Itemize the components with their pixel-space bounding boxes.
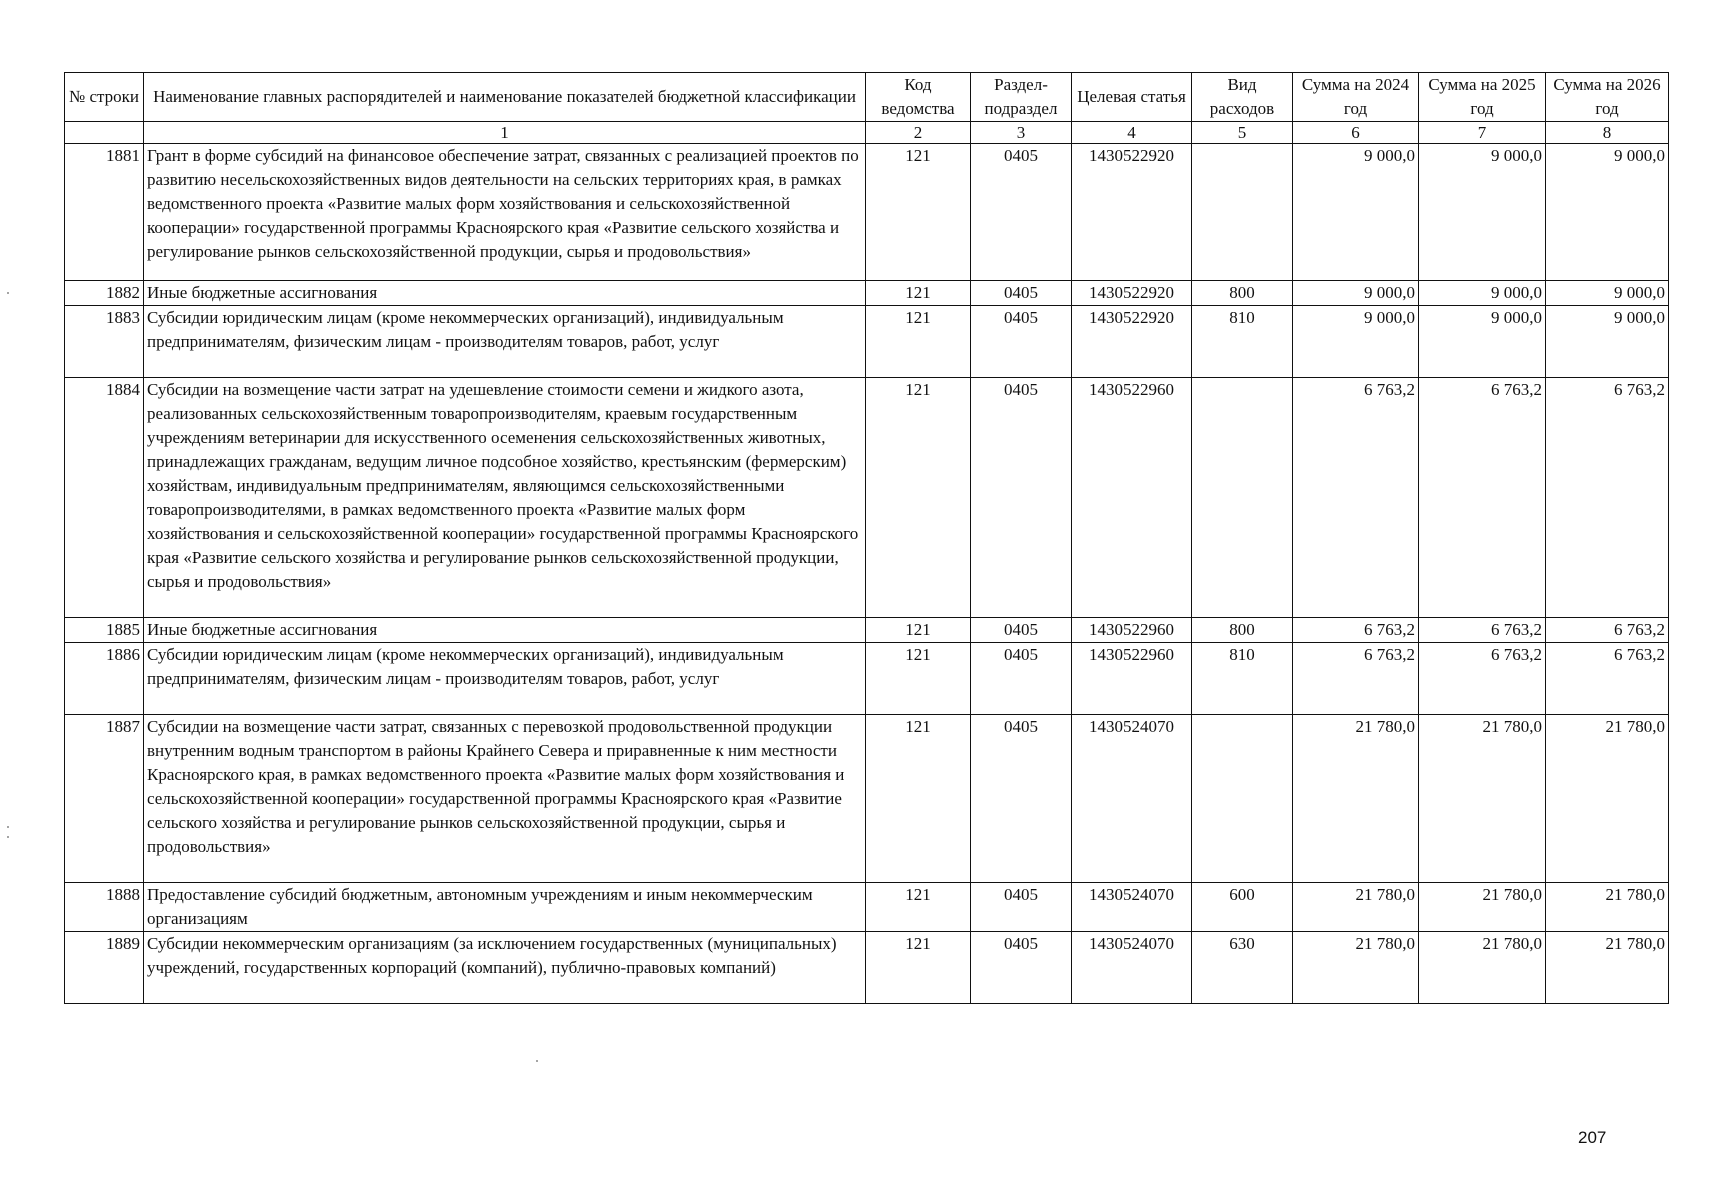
sum-2026: 9 000,0: [1546, 306, 1669, 378]
expense-type: 810: [1192, 643, 1293, 715]
column-number: 1: [144, 122, 866, 144]
sum-2024: 9 000,0: [1293, 281, 1419, 306]
table-row: [65, 378, 1669, 618]
section-code: 0405: [971, 618, 1072, 643]
target-code: 1430522920: [1072, 306, 1192, 378]
table-row: [65, 643, 1669, 715]
dept-code: 121: [866, 932, 971, 1004]
target-code: 1430522960: [1072, 618, 1192, 643]
row-name: Субсидии юридическим лицам (кроме некоммерческих организаций), индивидуальным предпринимателям, физическим лицам - производителям товаров, работ, услуг: [144, 306, 866, 378]
header-row: [65, 73, 1669, 122]
table-row: [65, 306, 1669, 378]
row-name: Субсидии юридическим лицам (кроме некоммерческих организаций), индивидуальным предпринимателям, физическим лицам - производителям товаров, работ, услуг: [144, 643, 866, 715]
sum-2026: 6 763,2: [1546, 643, 1669, 715]
dept-code: 121: [866, 883, 971, 932]
sum-2026: 9 000,0: [1546, 281, 1669, 306]
sum-2026: 21 780,0: [1546, 932, 1669, 1004]
scan-speck: [7, 826, 9, 828]
dept-code: 121: [866, 281, 971, 306]
column-number: 6: [1293, 122, 1419, 144]
row-name: Субсидии на возмещение части затрат на удешевление стоимости семени и жидкого азота, реализованных сельскохозяйственным товаропроизводителям, краевым государственным учреждениям ветеринарии для искусственного осеменения сельскохозяйственных животных, принадлежащих гражданам, ведущим личное подсобное хозяйство, крестьянским (фермерским) хозяйствам, индивидуальным предпринимателям, являющимся сельскохозяйственными товаропроизводителями, в рамках ведомственного проекта «Развитие малых форм хозяйствования и сельскохозяйственной кооперации» государственной программы Красноярского края «Развитие сельского хозяйства и регулирование рынков сельскохозяйственной продукции, сырья и продовольствия»: [144, 378, 866, 618]
section-code: 0405: [971, 932, 1072, 1004]
sum-2026: 21 780,0: [1546, 883, 1669, 932]
row-number: 1888: [65, 883, 144, 932]
expense-type: 630: [1192, 932, 1293, 1004]
sum-2025: 6 763,2: [1419, 378, 1546, 618]
target-code: 1430522960: [1072, 378, 1192, 618]
dept-code: 121: [866, 144, 971, 281]
row-number: 1885: [65, 618, 144, 643]
column-number: 7: [1419, 122, 1546, 144]
scan-speck: [7, 836, 9, 838]
row-name: Иные бюджетные ассигнования: [144, 618, 866, 643]
sum-2024: 9 000,0: [1293, 306, 1419, 378]
expense-type: [1192, 378, 1293, 618]
table-row: [65, 883, 1669, 932]
dept-code: 121: [866, 378, 971, 618]
column-number: 2: [866, 122, 971, 144]
table-header: [65, 73, 1669, 144]
header-name: Наименование главных распорядителей и наименование показателей бюджетной классификации: [144, 73, 866, 122]
header-sum-2026: Сумма на 2026 год: [1546, 73, 1669, 122]
sum-2026: 21 780,0: [1546, 715, 1669, 883]
expense-type: 810: [1192, 306, 1293, 378]
column-number-row: [65, 122, 1669, 144]
header-section: Раздел-подраздел: [971, 73, 1072, 122]
column-number: [65, 122, 144, 144]
scan-speck: [536, 1060, 538, 1062]
row-number: 1886: [65, 643, 144, 715]
row-name: Грант в форме субсидий на финансовое обеспечение затрат, связанных с реализацией проектов по развитию несельскохозяйственных видов деятельности на сельских территориях края, в рамках ведомственного проекта «Развитие малых форм хозяйствования и сельскохозяйственной кооперации» государственной программы Красноярского края «Развитие сельского хозяйства и регулирование рынков сельскохозяйственной продукции, сырья и продовольствия»: [144, 144, 866, 281]
column-number: 3: [971, 122, 1072, 144]
sum-2024: 6 763,2: [1293, 378, 1419, 618]
table-body: [65, 144, 1669, 1004]
budget-table: [64, 72, 1669, 1004]
section-code: 0405: [971, 144, 1072, 281]
sum-2025: 6 763,2: [1419, 643, 1546, 715]
column-number: 4: [1072, 122, 1192, 144]
sum-2026: 9 000,0: [1546, 144, 1669, 281]
expense-type: 800: [1192, 281, 1293, 306]
target-code: 1430524070: [1072, 715, 1192, 883]
section-code: 0405: [971, 883, 1072, 932]
sum-2024: 21 780,0: [1293, 715, 1419, 883]
sum-2025: 9 000,0: [1419, 144, 1546, 281]
expense-type: 600: [1192, 883, 1293, 932]
column-number: 8: [1546, 122, 1669, 144]
target-code: 1430524070: [1072, 932, 1192, 1004]
expense-type: [1192, 144, 1293, 281]
sum-2025: 21 780,0: [1419, 715, 1546, 883]
target-code: 1430522920: [1072, 144, 1192, 281]
dept-code: 121: [866, 715, 971, 883]
row-number: 1881: [65, 144, 144, 281]
header-dept-code: Код ведомства: [866, 73, 971, 122]
section-code: 0405: [971, 281, 1072, 306]
header-row-no: № строки: [65, 73, 144, 122]
table-row: [65, 281, 1669, 306]
sum-2026: 6 763,2: [1546, 618, 1669, 643]
target-code: 1430522920: [1072, 281, 1192, 306]
row-name: Иные бюджетные ассигнования: [144, 281, 866, 306]
row-number: 1882: [65, 281, 144, 306]
table-row: [65, 715, 1669, 883]
row-number: 1883: [65, 306, 144, 378]
section-code: 0405: [971, 378, 1072, 618]
header-sum-2025: Сумма на 2025 год: [1419, 73, 1546, 122]
scan-speck: [7, 292, 9, 294]
expense-type: 800: [1192, 618, 1293, 643]
column-number: 5: [1192, 122, 1293, 144]
dept-code: 121: [866, 643, 971, 715]
sum-2026: 6 763,2: [1546, 378, 1669, 618]
sum-2025: 6 763,2: [1419, 618, 1546, 643]
table-row: [65, 932, 1669, 1004]
sum-2024: 6 763,2: [1293, 643, 1419, 715]
row-number: 1887: [65, 715, 144, 883]
sum-2024: 21 780,0: [1293, 932, 1419, 1004]
sum-2025: 21 780,0: [1419, 883, 1546, 932]
dept-code: 121: [866, 306, 971, 378]
row-name: Субсидии на возмещение части затрат, связанных с перевозкой продовольственной продукции внутренним водным транспортом в районы Крайнего Севера и приравненные к ним местности Красноярского края, в рамках ведомственного проекта «Развитие малых форм хозяйствования и сельскохозяйственной кооперации» государственной программы Красноярского края «Развитие сельского хозяйства и регулирование рынков сельскохозяйственной продукции, сырья и продовольствия»: [144, 715, 866, 883]
row-number: 1889: [65, 932, 144, 1004]
sum-2025: 9 000,0: [1419, 281, 1546, 306]
row-name: Предоставление субсидий бюджетным, автономным учреждениям и иным некоммерческим организациям: [144, 883, 866, 932]
sum-2025: 21 780,0: [1419, 932, 1546, 1004]
sum-2024: 21 780,0: [1293, 883, 1419, 932]
table-row: [65, 144, 1669, 281]
sum-2024: 6 763,2: [1293, 618, 1419, 643]
target-code: 1430524070: [1072, 883, 1192, 932]
section-code: 0405: [971, 643, 1072, 715]
page-number: 207: [1578, 1128, 1607, 1147]
section-code: 0405: [971, 306, 1072, 378]
section-code: 0405: [971, 715, 1072, 883]
dept-code: 121: [866, 618, 971, 643]
header-exp-type: Вид расходов: [1192, 73, 1293, 122]
header-sum-2024: Сумма на 2024 год: [1293, 73, 1419, 122]
expense-type: [1192, 715, 1293, 883]
target-code: 1430522960: [1072, 643, 1192, 715]
sum-2024: 9 000,0: [1293, 144, 1419, 281]
row-name: Субсидии некоммерческим организациям (за исключением государственных (муниципальных) учреждений, государственных корпораций (компаний), публично-правовых компаний): [144, 932, 866, 1004]
row-number: 1884: [65, 378, 144, 618]
sum-2025: 9 000,0: [1419, 306, 1546, 378]
table-row: [65, 618, 1669, 643]
header-target: Целевая статья: [1072, 73, 1192, 122]
